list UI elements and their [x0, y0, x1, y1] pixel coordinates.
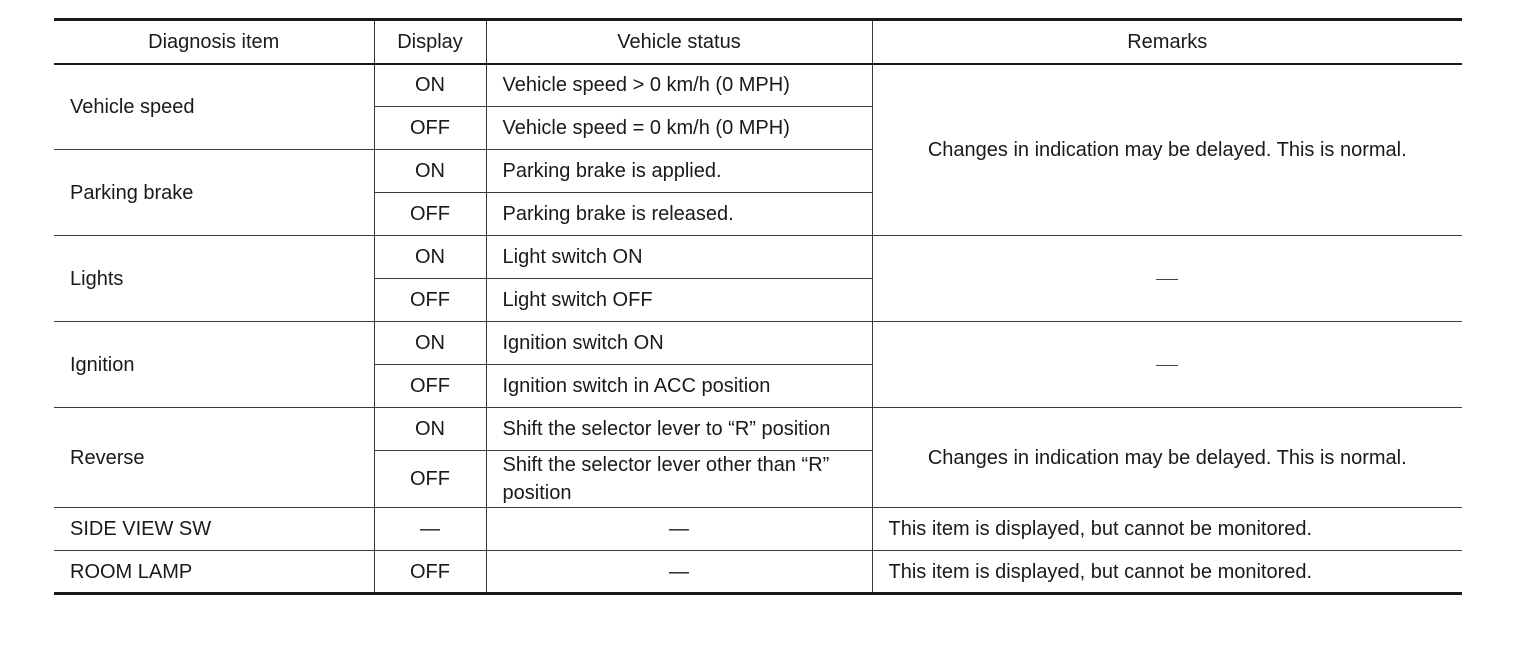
- diagnosis-table: [54, 18, 1462, 595]
- dash-mark: [1156, 365, 1178, 366]
- status-value: Parking brake is applied.: [486, 150, 872, 193]
- item-lights: Lights: [54, 236, 374, 322]
- status-value: Ignition switch ON: [486, 322, 872, 365]
- table-row: [54, 408, 1462, 451]
- status-value: —: [486, 508, 872, 551]
- remarks-speed-brake: Changes in indication may be delayed. This is normal.: [872, 64, 1462, 236]
- table-row: [54, 508, 1462, 551]
- item-side-view-sw: SIDE VIEW SW: [54, 508, 374, 551]
- display-value: OFF: [374, 365, 486, 408]
- table-row: [54, 551, 1462, 594]
- status-value: Vehicle speed > 0 km/h (0 MPH): [486, 64, 872, 107]
- display-value: ON: [374, 150, 486, 193]
- table-row: [54, 322, 1462, 365]
- status-value: Light switch ON: [486, 236, 872, 279]
- display-value: ON: [374, 408, 486, 451]
- status-value: Light switch OFF: [486, 279, 872, 322]
- display-value: OFF: [374, 279, 486, 322]
- header-remarks: Remarks: [872, 20, 1462, 64]
- status-value: Ignition switch in ACC position: [486, 365, 872, 408]
- remarks-value: This item is displayed, but cannot be monitored.: [872, 508, 1462, 551]
- table-row: [54, 64, 1462, 107]
- dash-mark: [1156, 279, 1178, 280]
- remarks-lights: [872, 236, 1462, 322]
- status-value: Parking brake is released.: [486, 193, 872, 236]
- header-row: [54, 20, 1462, 64]
- item-room-lamp: ROOM LAMP: [54, 551, 374, 594]
- item-vehicle-speed: Vehicle speed: [54, 64, 374, 150]
- display-value: ON: [374, 64, 486, 107]
- remarks-ignition: [872, 322, 1462, 408]
- display-value: ON: [374, 322, 486, 365]
- remarks-value: This item is displayed, but cannot be monitored.: [872, 551, 1462, 594]
- display-value: OFF: [374, 451, 486, 508]
- item-ignition: Ignition: [54, 322, 374, 408]
- status-value: Shift the selector lever to “R” position: [486, 408, 872, 451]
- header-display: Display: [374, 20, 486, 64]
- header-diagnosis-item: Diagnosis item: [54, 20, 374, 64]
- display-value: ON: [374, 236, 486, 279]
- display-value: —: [374, 508, 486, 551]
- item-parking-brake: Parking brake: [54, 150, 374, 236]
- status-value: Vehicle speed = 0 km/h (0 MPH): [486, 107, 872, 150]
- display-value: OFF: [374, 193, 486, 236]
- status-value: —: [486, 551, 872, 594]
- display-value: OFF: [374, 551, 486, 594]
- header-vehicle-status: Vehicle status: [486, 20, 872, 64]
- status-value: Shift the selector lever other than “R” position: [486, 451, 872, 508]
- remarks-reverse: Changes in indication may be delayed. This is normal.: [872, 408, 1462, 508]
- display-value: OFF: [374, 107, 486, 150]
- item-reverse: Reverse: [54, 408, 374, 508]
- table-row: [54, 236, 1462, 279]
